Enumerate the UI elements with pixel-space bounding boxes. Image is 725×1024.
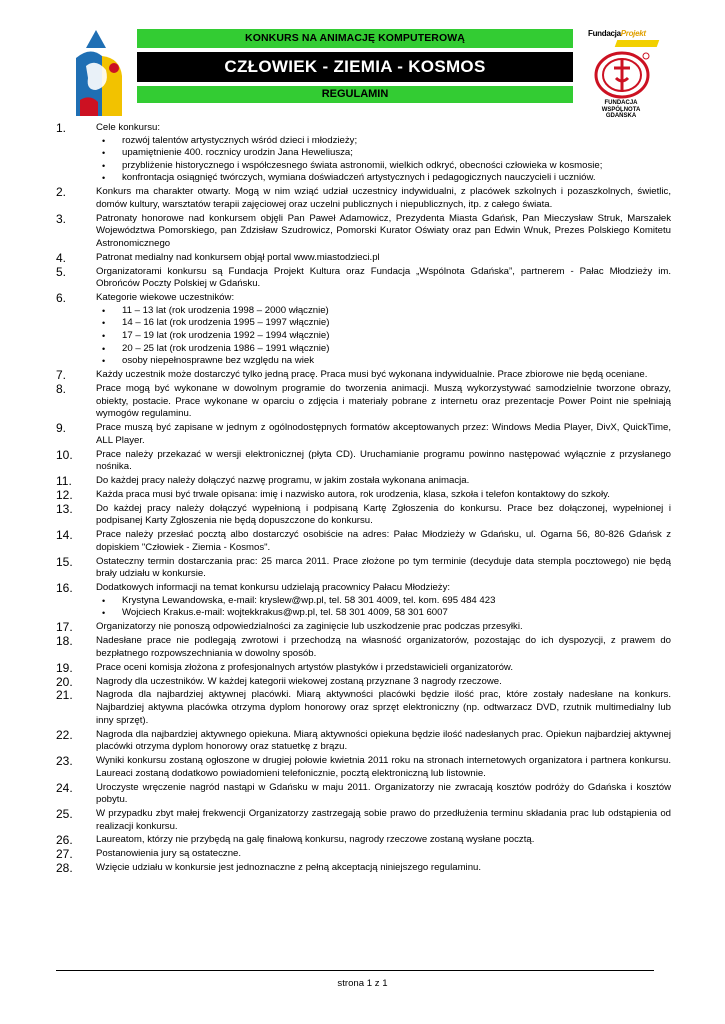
rule-body (96, 834, 671, 847)
rule-text: Laureatom, którzy nie przybędą na galę finałową konkursu, nagrody rzeczowe zostaną wysłane pocztą. (96, 834, 535, 846)
bullet-icon: • (102, 356, 106, 367)
rule-text: Nadesłane prace nie podlegają zwrotowi i przechodzą na własność organizatorów, pozostając do ich dyspozycji, z prawem do bezpłatnego rozpowszechniania w dowolny sposób. (96, 635, 671, 659)
rule-body (96, 662, 671, 675)
bullet-text: upamiętnienie 400. rocznicy urodzin Jana Heweliusza; (122, 147, 353, 159)
bullet-icon: • (102, 330, 106, 341)
rule-item (56, 475, 671, 488)
partner-logo-text: Fundacja (588, 29, 621, 38)
rule-item (56, 662, 671, 675)
rule-text: Nagroda dla najbardziej aktywnego opiekuna. Miarą aktywności opiekuna będzie ilość nadesłanych prac. Opiekun najbardziej aktywnej placówki otrzyma dyplom honorowy oraz statuetkę z brązu. (96, 728, 671, 753)
rule-text: Cele konkursu: (96, 122, 160, 133)
rule-body (96, 755, 671, 780)
rule-body (96, 729, 671, 754)
rule-item (56, 266, 671, 291)
rule-text: Nagroda dla najbardziej aktywnej placówki. Miarą aktywności placówki będzie ilość prac, które zostały nadesłane na konkurs. Najbardziej aktywna placówka otrzyma dyplom honorowy oraz sprzęt elektroniczny (np. odtwarzacz DVD, rzutnik multimedialny lub inny sprzęt). (96, 689, 671, 726)
rule-item (56, 213, 671, 251)
rule-text: Konkurs ma charakter otwarty. Mogą w nim wziąć udział uczestnicy indywidualni, z placówek szkolnych i pozaszkolnych, świetlic, domów kultury, warsztatów terapii zajęciowej oraz uczelni publicznych i niepublicznych, itp. z całego świata. (96, 186, 671, 210)
palac-mlodziezy-logo (66, 28, 130, 118)
bullet-icon: • (102, 173, 106, 184)
rule-number: 4. (56, 250, 67, 265)
bullet-icon: • (102, 305, 106, 316)
rule-text: Wzięcie udziału w konkursie jest jednoznaczne z pełną akceptacją niniejszego regulaminu. (96, 862, 482, 874)
rule-text: Prace mogą być wykonane w dowolnym programie do tworzenia animacji. Muszą wykorzystywać samodzielnie tworzone obrazy, obiekty, postacie. Prace wykonane w oparciu o zdjęcia i materiały pobrane z internetu oraz prezentacje Power Point nie spełniają wymogów regulaminu. (96, 382, 671, 420)
rule-body (96, 848, 671, 861)
bullet-icon: • (102, 343, 106, 354)
bullet-text: Krystyna Lewandowska, e-mail: kryslew@wp.pl, tel. 58 301 4009, tel. kom. 695 484 423 (122, 594, 496, 606)
rule-body (96, 122, 671, 185)
rule-number: 20. (56, 674, 73, 689)
rule-text: Nagrody dla uczestników. W każdej kategorii wiekowej zostaną przyznane 3 nagrody rzeczowe. (96, 675, 502, 687)
rule-number: 17. (56, 620, 73, 635)
rule-body (96, 266, 671, 291)
bullet-text: konfrontacja osiągnięć twórczych, wymiana doświadczeń artystycznych i pedagogicznych nauczycieli i uczniów. (122, 172, 596, 184)
rule-text: W przypadku zbyt małej frekwencji Organizatorzy zastrzegają sobie prawo do przedłużenia terminu składania prac lub odstąpienia od realizacji konkursu. (96, 808, 671, 832)
rule-number: 23. (56, 754, 73, 769)
rule-body (96, 475, 671, 488)
bullet-text: Wojciech Krakus.e-mail: wojtekkrakus@wp.pl, tel. 58 301 4009, 58 301 6007 (122, 607, 448, 619)
rule-body (96, 252, 671, 265)
rule-number: 1. (56, 121, 67, 135)
wspolnota-gdanska-logo (592, 50, 652, 100)
rule-text: Organizatorami konkursu są Fundacja Projekt Kultura oraz Fundacja „Wspólnota Gdańska”, partnerem - Pałac Młodzieży im. Obrońców Poczty Polskiej w Gdańsku. (96, 265, 671, 290)
contest-label: KONKURS NA ANIMACJĘ KOMPUTEROWĄ (137, 29, 573, 48)
bullet-item (96, 305, 671, 318)
rule-item (56, 848, 671, 861)
rule-body (96, 489, 671, 502)
rule-item (56, 635, 671, 660)
rule-item (56, 369, 671, 382)
rule-text: Organizatorzy nie ponoszą odpowiedzialności za zaginięcie lub uszkodzenie prac podczas przesyłki. (96, 621, 523, 633)
rule-body (96, 556, 671, 581)
rule-text: Prace muszą być zapisane w jednym z ogólnodostępnych formatów akceptowanych przez: Windows Media Player, DivX, QuickTime, ALL Player. (96, 422, 671, 446)
rule-number: 25. (56, 807, 73, 821)
rule-item (56, 834, 671, 847)
rule-body (96, 186, 671, 211)
rule-text: Patronaty honorowe nad konkursem objęli Pan Paweł Adamowicz, Prezydenta Miasta Gdańsk, Pan Mieczysław Struk, Marszałek Województwa Pomorskiego, pan Zdzisław Szudrowicz, Pomorski Kurator Oświaty oraz pan Edwin Wnuk, Prezes Polskiego Komitetu Astronomicznego (96, 212, 671, 249)
bullet-icon: • (102, 148, 106, 159)
rule-text: Prace oceni komisja złożona z profesjonalnych artystów plastyków i przedstawicieli organizatorów. (96, 661, 513, 673)
rule-number: 13. (56, 501, 73, 516)
bullet-item (96, 595, 671, 608)
rule-item (56, 186, 671, 211)
rule-item (56, 782, 671, 807)
rule-number: 28. (56, 861, 73, 876)
bullet-item (96, 317, 671, 330)
rule-item (56, 252, 671, 265)
rule-body (96, 621, 671, 634)
page-title: CZŁOWIEK - ZIEMIA - KOSMOS (137, 52, 573, 82)
rule-item (56, 529, 671, 554)
rule-item (56, 383, 671, 421)
rule-text: Prace należy przesłać pocztą albo dostarczyć osobiście na adres: Pałac Młodzieży w Gdańsku, ul. Ogarna 56, 80-826 Gdańsk z dopiskiem "Człowiek - Ziemia - Kosmos". (96, 529, 671, 553)
footer-divider (56, 970, 654, 971)
bullet-item (96, 135, 671, 148)
rule-body (96, 689, 671, 727)
rule-number: 24. (56, 780, 73, 795)
rule-number: 10. (56, 447, 73, 462)
rule-number: 3. (56, 211, 67, 226)
rule-text: Do każdej pracy należy dołączyć nazwę programu, w jakim została wykonana animacja. (96, 475, 470, 486)
bullet-item (96, 330, 671, 343)
rule-body (96, 369, 671, 382)
page-number: strona 1 z 1 (337, 978, 388, 989)
bullet-item (96, 172, 671, 185)
bullet-icon: • (102, 318, 106, 329)
bullet-item (96, 355, 671, 368)
rule-text: Do każdej pracy należy dołączyć wypełnioną i podpisaną Kartę Zgłoszenia do konkursu. Prace bez dołączonej, wypełnionej i podpisanej Karty Zgłoszenia nie będą dopuszczone do konkursu. (96, 502, 671, 527)
rule-number: 21. (56, 688, 73, 703)
rule-body (96, 292, 671, 368)
rule-item (56, 755, 671, 780)
bullet-icon: • (102, 160, 106, 171)
rule-text: Dodatkowych informacji na temat konkursu udzielają pracownicy Pałacu Młodzieży: (96, 582, 451, 594)
rule-body (96, 808, 671, 833)
rule-item (56, 621, 671, 634)
rule-item (56, 422, 671, 447)
bullet-text: 11 – 13 lat (rok urodzenia 1998 – 2000 włącznie) (122, 304, 329, 316)
rule-item (56, 503, 671, 528)
rule-number: 19. (56, 660, 73, 675)
rule-number: 7. (56, 368, 67, 383)
rule-body (96, 582, 671, 620)
rule-item (56, 729, 671, 754)
rule-body (96, 213, 671, 251)
rule-text: Ostateczny termin dostarczania prac: 25 marca 2011. Prace złożone po tym terminie (decyduje data stempla pocztowego) nie będą brały udziału w konkursie. (96, 555, 671, 580)
rule-text: Uroczyste wręczenie nagród nastąpi w Gdańsku w maju 2011. Organizatorzy nie zwracają kosztów podróży do Gdańska i kosztów pobytu. (96, 781, 671, 806)
rule-body (96, 862, 671, 875)
rule-body (96, 422, 671, 447)
rule-number: 16. (56, 581, 73, 596)
rule-item (56, 556, 671, 581)
rule-item (56, 292, 671, 368)
rule-number: 18. (56, 634, 73, 649)
rule-number: 8. (56, 381, 67, 396)
foundation-name-line: GDAŃSKA (605, 113, 637, 119)
bullet-icon: • (102, 135, 106, 146)
bullet-icon: • (102, 595, 106, 606)
logo-strip (615, 40, 660, 47)
foundation-name-line: WSPÓLNOTA (601, 106, 641, 113)
rule-number: 14. (56, 528, 73, 543)
rule-body (96, 782, 671, 807)
rule-number: 22. (56, 727, 73, 742)
rule-item (56, 808, 671, 833)
rule-number: 6. (56, 291, 67, 306)
rule-body (96, 503, 671, 528)
rule-item (56, 689, 671, 727)
rule-item (56, 582, 671, 620)
bullet-item (96, 160, 671, 173)
bullet-item (96, 147, 671, 160)
rule-text: Postanowienia jury są ostateczne. (96, 848, 242, 860)
rule-body (96, 635, 671, 660)
rule-number: 15. (56, 554, 73, 569)
document-subtitle: REGULAMIN (137, 86, 573, 103)
rule-body (96, 383, 671, 421)
foundation-name-line: FUNDACJA (604, 100, 638, 106)
rule-text: Prace należy przekazać w wersji elektronicznej (płyta CD). Uruchamianie programu powinno następować wyłącznie z przysłanego nośnika. (96, 448, 671, 473)
rule-number: 9. (56, 421, 67, 436)
rule-body (96, 676, 671, 689)
rules-list (56, 122, 671, 876)
bullet-text: przybliżenie historycznego i współczesnego świata astronomii, wielkich odkryć, obecności człowieka w kosmosie; (122, 159, 603, 171)
rule-item (56, 862, 671, 875)
foundation-name (581, 100, 661, 120)
bullet-text: 20 – 25 lat (rok urodzenia 1986 – 1991 włącznie) (122, 342, 330, 354)
rule-number: 26. (56, 833, 73, 848)
rule-number: 5. (56, 264, 67, 279)
rule-text: Każdy uczestnik może dostarczyć tylko jedną pracę. Praca musi być wykonana indywidualnie. Prace zbiorowe nie będą oceniane. (96, 369, 648, 381)
partner-logo-accent: Projekt (620, 29, 646, 38)
rule-body (96, 529, 671, 554)
bullet-item (96, 607, 671, 620)
bullet-icon: • (102, 608, 106, 619)
rule-number: 27. (56, 847, 73, 862)
rule-text: Każda praca musi być trwale opisana: imię i nazwisko autora, rok urodzenia, klasa, szkoła i telefon kontaktowy do szkoły. (96, 488, 610, 500)
rule-item (56, 122, 671, 185)
rule-number: 2. (56, 185, 67, 200)
rule-text: Wyniki konkursu zostaną ogłoszone w drugiej połowie kwietnia 2011 roku na stronach internetowych organizatora i partnera konkursu. Laureaci zostaną dodatkowo powiadomieni telefonicznie, pocztą elektroniczną lub listownie. (96, 755, 671, 779)
bullet-item (96, 343, 671, 356)
rule-number: 11. (56, 474, 72, 488)
rule-item (56, 676, 671, 689)
rule-number: 12. (56, 487, 73, 502)
bullet-text: 14 – 16 lat (rok urodzenia 1995 – 1997 włącznie) (122, 317, 330, 329)
bullet-text: 17 – 19 lat (rok urodzenia 1992 – 1994 włącznie) (122, 329, 330, 341)
bullet-text: osoby niepełnosprawne bez względu na wiek (122, 355, 314, 367)
rule-item (56, 449, 671, 474)
rule-item (56, 489, 671, 502)
rule-body (96, 449, 671, 474)
rule-text: Patronat medialny nad konkursem objął portal www.miastodzieci.pl (96, 251, 380, 263)
rule-text: Kategorie wiekowe uczestników: (96, 292, 235, 304)
bullet-text: rozwój talentów artystycznych wśród dzieci i młodzieży; (122, 134, 358, 146)
